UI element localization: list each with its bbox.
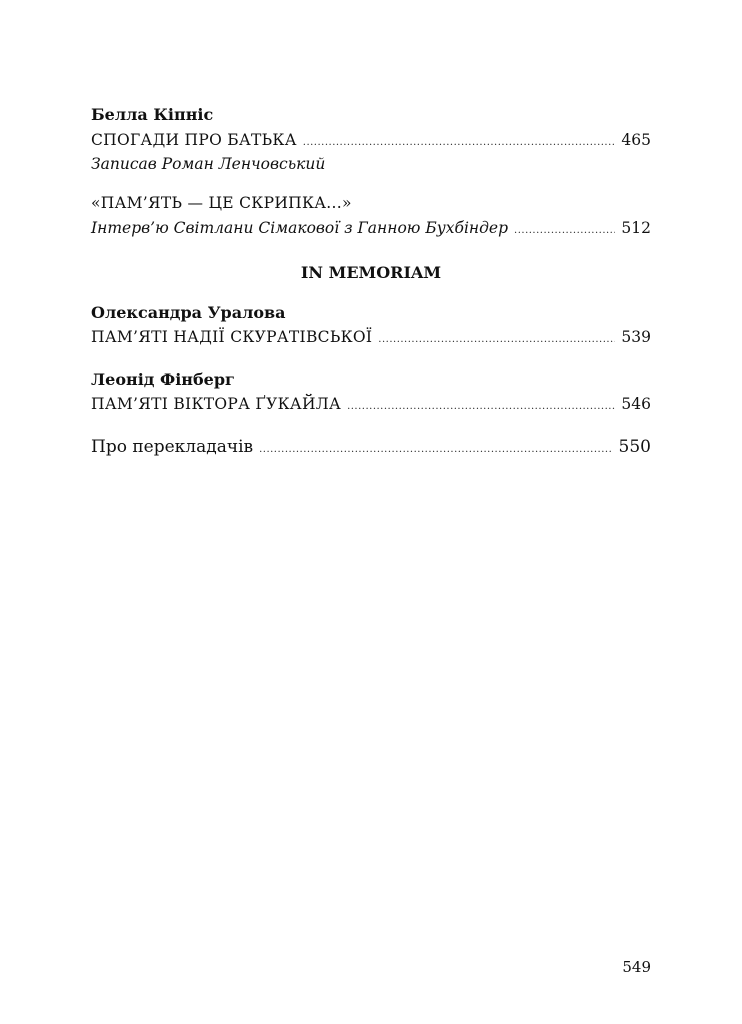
entry-page-number: 512: [621, 219, 651, 237]
entry-page-number: 465: [621, 131, 651, 149]
toc-entry[interactable]: [91, 328, 651, 346]
entry-subtitle: Інтерв’ю Світлани Сімакової з Ганною Бухбіндер: [91, 219, 509, 237]
toc-entry[interactable]: [91, 131, 651, 149]
entry-author: Олександра Уралова: [91, 303, 286, 322]
section-heading: IN MEMORIAM: [300, 263, 442, 282]
entry-note: Записав Роман Ленчовський: [91, 155, 326, 173]
page-number: 549: [622, 958, 651, 976]
dot-leader: [303, 137, 616, 148]
dot-leader: [259, 444, 612, 455]
entry-page-number: 550: [618, 437, 651, 457]
entry-page-number: 539: [621, 328, 651, 346]
entry-title: Про перекладачів: [91, 437, 254, 457]
entry-title: ПАМ’ЯТІ ВІКТОРА ҐУКАЙЛА: [91, 395, 342, 413]
toc-entry[interactable]: [91, 395, 651, 413]
dot-leader: [347, 401, 615, 412]
dot-leader: [378, 334, 615, 345]
entry-title: «ПАМ’ЯТЬ — ЦЕ СКРИПКА...»: [91, 194, 352, 212]
entry-page-number: 546: [621, 395, 651, 413]
entry-title: ПАМ’ЯТІ НАДІЇ СКУРАТІВСЬКОЇ: [91, 328, 373, 346]
entry-title: СПОГАДИ ПРО БАТЬКА: [91, 131, 297, 149]
toc-entry[interactable]: [91, 437, 651, 457]
entry-author: Леонід Фінберг: [91, 370, 235, 389]
toc-entry[interactable]: [91, 219, 651, 237]
toc-page: [91, 0, 651, 1024]
dot-leader: [514, 225, 615, 236]
entry-author: Белла Кіпніс: [91, 105, 214, 124]
